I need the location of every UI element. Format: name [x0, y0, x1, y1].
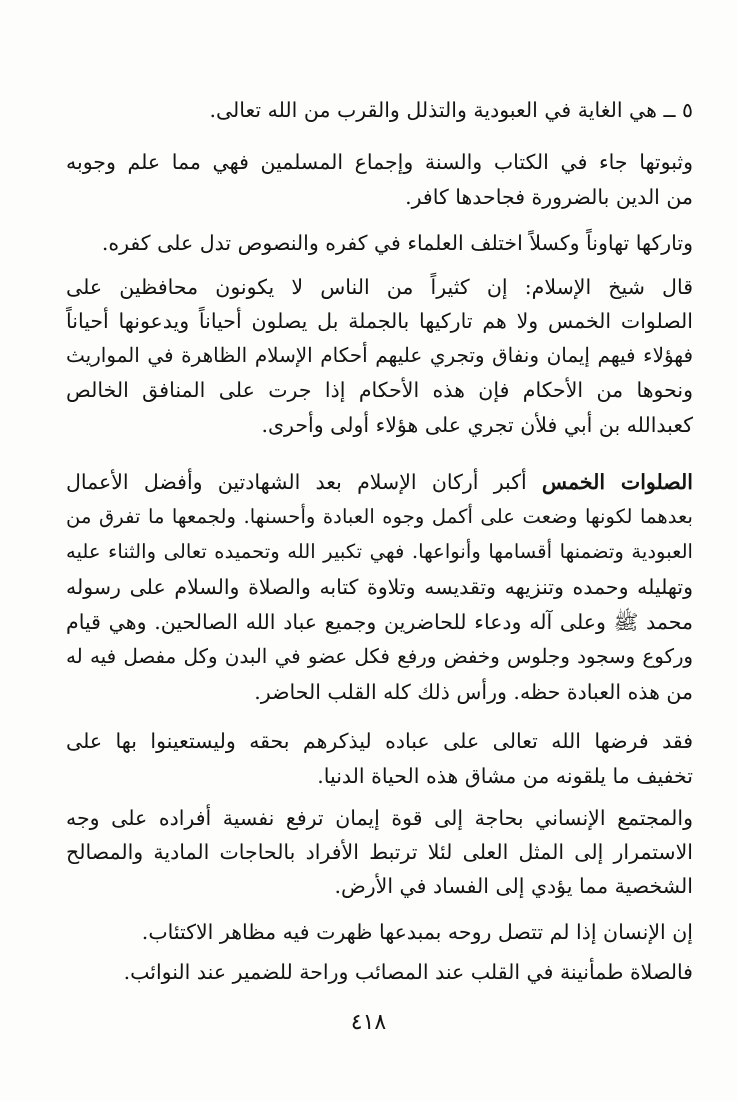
text-line-rest: أكبر أركان الإسلام بعد الشهادتين وأفضل الأعمال [66, 470, 542, 494]
text-line: من هذه العبادة حظه. ورأس ذلك كله القلب الحاضر. [254, 680, 693, 704]
bold-lead-term: الصلوات الخمس [541, 470, 693, 494]
text-line: ونحوها من الأحكام فإن هذه الأحكام إذا جرت على المنافق الخالص [66, 378, 693, 402]
text-line: وثبوتها جاء في الكتاب والسنة وإجماع المسلمين فهي مما علم وجوبه [66, 150, 693, 174]
text-line: من الدين بالضرورة فجاحدها كافر. [405, 185, 693, 209]
text-line: قال شيخ الإسلام: إن كثيراً من الناس لا يكونون محافظين على [66, 275, 693, 299]
text-line: فالصلاة طمأنينة في القلب عند المصائب وراحة للضمير عند النوائب. [123, 960, 693, 984]
text-line: العبودية وتضمنها أقسامها وأنواعها. فهي تكبير الله وتحميده تعالى والثناء عليه [66, 540, 693, 563]
text-line: بعدهما لكونها وضعت على أكمل وجوه العبادة وأحسنها. ولجمعها ما تفرق من [66, 505, 693, 528]
text-line: وركوع وسجود وجلوس وخفض ورفع فكل عضو في البدن وكل مفصل فيه له [66, 645, 693, 668]
text-line [66, 465, 693, 499]
text-line: إن الإنسان إذا لم تتصل روحه بمبدعها ظهرت فيه مظاهر الاكتئاب. [141, 920, 693, 944]
text-line: فهؤلاء فيهم إيمان ونفاق وتجري عليهم أحكام الإسلام الظاهرة في المواريث [66, 343, 693, 367]
text-line: تخفيف ما يلقونه من مشاق هذه الحياة الدنيا. [317, 764, 693, 788]
text-line: الشخصية مما يؤدي إلى الفساد في الأرض. [334, 874, 693, 898]
text-line: فقد فرضها الله تعالى على عباده ليذكرهم بحقه وليستعينوا بها على [66, 729, 693, 753]
text-line: محمد ﷺ وعلى آله ودعاء للحاضرين وجميع عباد الله الصالحين. وهي قيام [66, 610, 693, 634]
text-line: وتهليله وحمده وتنزيهه وتقديسه وتلاوة كتابه والصلاة والسلام على رسوله [66, 575, 693, 599]
text-line: كعبدالله بن أبي فلأن تجري على هؤلاء أولى وأحرى. [261, 413, 693, 437]
text-line: الصلوات الخمس ولا هم تاركيها بالجملة بل يصلون أحياناً ويدعونها أحياناً [66, 309, 693, 333]
text-line: الاستمرار إلى المثل العلى لئلا ترتبط الأفراد بالحاجات المادية والمصالح [66, 840, 693, 864]
text-line: وتاركها تهاوناً وكسلاً اختلف العلماء في كفره والنصوص تدل على كفره. [101, 231, 693, 255]
page-number: ٤١٨ [350, 1010, 387, 1035]
text-line: ٥ ــ هي الغاية في العبودية والتذلل والقرب من الله تعالى. [209, 98, 693, 122]
text-line: والمجتمع الإنساني بحاجة إلى قوة إيمان ترفع نفسية أفراده على وجه [66, 806, 693, 830]
